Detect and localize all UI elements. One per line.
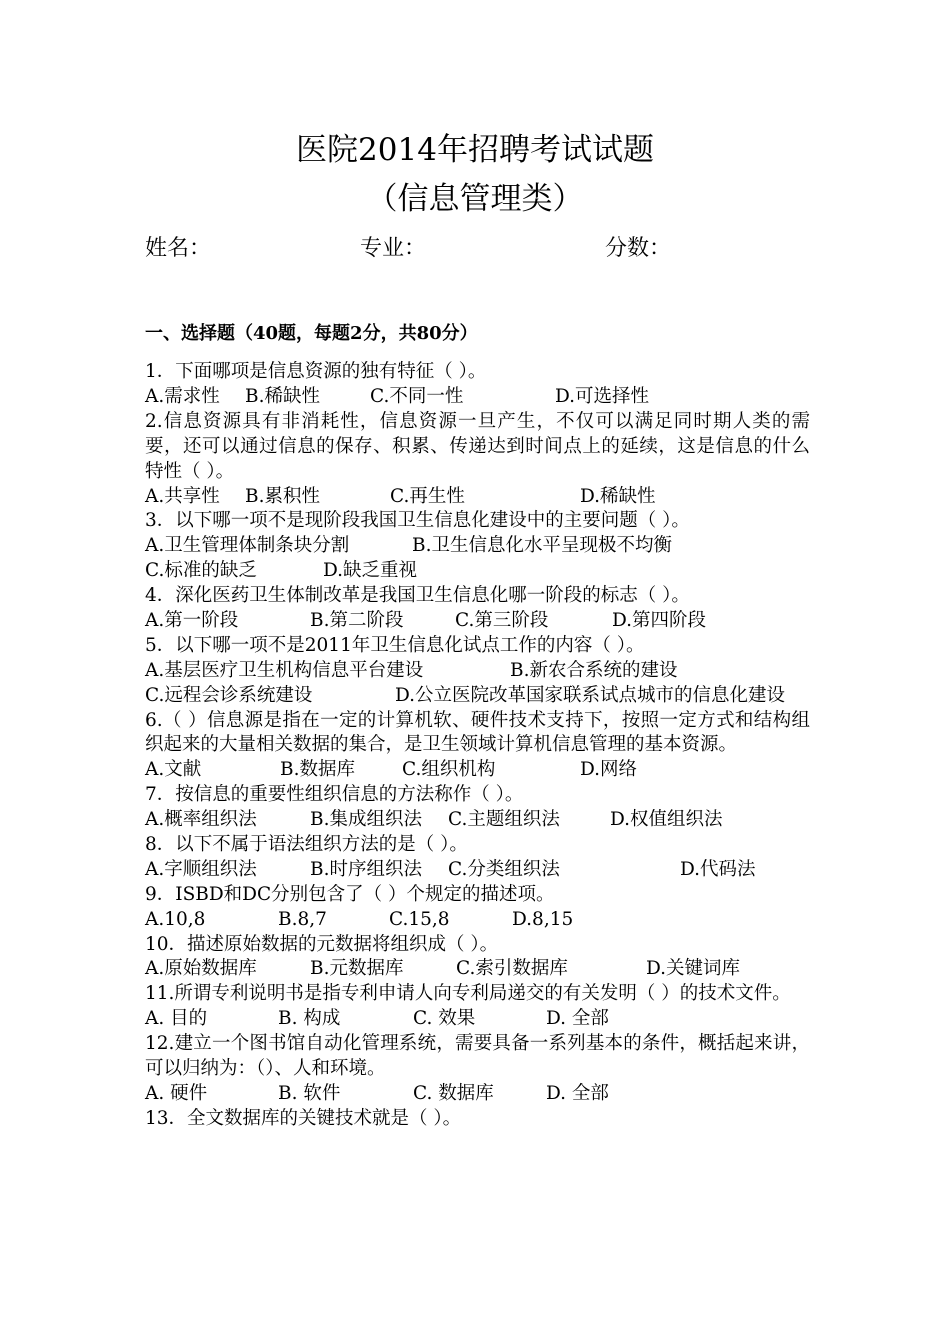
option-row	[145, 534, 810, 559]
option-row	[145, 957, 810, 982]
question-list	[145, 360, 810, 1132]
option: B.时序组织法	[310, 858, 422, 880]
option: C.15,8	[389, 908, 450, 930]
option-row	[145, 684, 810, 709]
option: C.主题组织法	[448, 809, 560, 831]
question-text: 4．深化医药卫生体制改革是我国卫生信息化哪一阶段的标志（ ）。	[145, 585, 690, 607]
option: A.第一阶段	[145, 609, 239, 631]
option: C.标准的缺乏	[145, 560, 257, 582]
option-row	[145, 659, 810, 684]
option-row	[145, 485, 810, 510]
option: A. 硬件	[145, 1082, 208, 1104]
question-text: 11.所谓专利说明书是指专利申请人向专利局递交的有关发明（ ）的技术文件。	[145, 983, 791, 1005]
score-label: 分数：	[605, 236, 672, 261]
option: A.原始数据库	[145, 958, 257, 980]
option: A.10,8	[145, 908, 206, 930]
option-row	[145, 1082, 810, 1107]
option: A.需求性	[145, 385, 220, 407]
option: D.可选择性	[555, 385, 650, 407]
option: D.第四阶段	[612, 609, 707, 631]
question-text: 5．以下哪一项不是2011年卫生信息化试点工作的内容（ ）。	[145, 634, 645, 656]
option: D. 全部	[546, 1082, 609, 1104]
option: B.累积性	[245, 485, 320, 507]
section-heading: 一、选择题（40题，每题2分，共80分）	[145, 323, 478, 344]
option: C.索引数据库	[456, 958, 568, 980]
question-text: 2.信息资源具有非消耗性，信息资源一旦产生，不仅可以满足同时期人类的需要，还可以通过信息的保存、积累、传递达到时间点上的延续，这是信息的什么特性（ ）。	[145, 410, 810, 482]
question-text: 8．以下不属于语法组织方法的是（ ）。	[145, 834, 468, 856]
option: B. 构成	[278, 1008, 341, 1030]
option: C.第三阶段	[455, 609, 549, 631]
option: A.共享性	[145, 485, 220, 507]
option: B.数据库	[280, 759, 355, 781]
question-text: 3．以下哪一项不是现阶段我国卫生信息化建设中的主要问题（ ）。	[145, 510, 690, 532]
option: B. 软件	[278, 1082, 341, 1104]
option-row	[145, 1007, 810, 1032]
option: B.元数据库	[310, 958, 404, 980]
option: D.代码法	[680, 858, 756, 880]
option: B.新农合系统的建设	[510, 659, 678, 681]
option: B.稀缺性	[245, 385, 320, 407]
option: D.网络	[580, 759, 638, 781]
option: C.不同一性	[370, 385, 464, 407]
option: C.分类组织法	[448, 858, 560, 880]
option-row	[145, 609, 810, 634]
option: D.关键词库	[646, 958, 741, 980]
major-label: 专业：	[360, 236, 427, 261]
option-row	[145, 858, 810, 883]
page-title: 医院2014年招聘考试试题	[296, 132, 654, 168]
question-text: 12.建立一个图书馆自动化管理系统，需要具备一系列基本的条件，概括起来讲，可以归纳为：（）、人和环境。	[145, 1033, 810, 1080]
question-text: 13．全文数据库的关键技术就是（ ）。	[145, 1107, 462, 1129]
option: C. 数据库	[413, 1082, 494, 1104]
option: A.字顺组织法	[145, 858, 257, 880]
option: D.8,15	[512, 908, 574, 930]
option: A.卫生管理体制条块分割	[145, 535, 350, 557]
option-row	[145, 559, 810, 584]
question-text: 9．ISBD和DC分别包含了（ ）个规定的描述项。	[145, 883, 555, 905]
option: B.8,7	[278, 908, 327, 930]
option: B.第二阶段	[310, 609, 404, 631]
option: C.组织机构	[402, 759, 496, 781]
name-label: 姓名：	[145, 236, 212, 261]
option: A. 目的	[145, 1008, 208, 1030]
option: C.远程会诊系统建设	[145, 684, 313, 706]
option: D.公立医院改革国家联系试点城市的信息化建设	[395, 684, 786, 706]
option: D.权值组织法	[610, 809, 723, 831]
option: D.缺乏重视	[323, 560, 418, 582]
option: B.卫生信息化水平呈现极不均衡	[412, 535, 672, 557]
question-text: 7．按信息的重要性组织信息的方法称作（ ）。	[145, 784, 524, 806]
option-row	[145, 385, 810, 410]
option-row	[145, 808, 810, 833]
question-text: 6.（ ）信息源是指在一定的计算机软、硬件技术支持下，按照一定方式和结构组织起来的大量相关数据的集合，是卫生领域计算机信息管理的基本资源。	[145, 709, 810, 756]
option: C. 效果	[413, 1008, 476, 1030]
question-text: 10．描述原始数据的元数据将组织成（ ）。	[145, 933, 499, 955]
option: D. 全部	[546, 1008, 609, 1030]
option: A.基层医疗卫生机构信息平台建设	[145, 659, 424, 681]
option-row	[145, 758, 810, 783]
page-subtitle: （信息管理类）	[366, 181, 584, 217]
option-row	[145, 908, 810, 933]
option: C.再生性	[390, 485, 465, 507]
option: B.集成组织法	[310, 809, 422, 831]
question-text: 1．下面哪项是信息资源的独有特征（ ）。	[145, 361, 487, 382]
option: D.稀缺性	[580, 485, 656, 507]
option: A.文献	[145, 759, 202, 781]
option: A.概率组织法	[145, 809, 257, 831]
